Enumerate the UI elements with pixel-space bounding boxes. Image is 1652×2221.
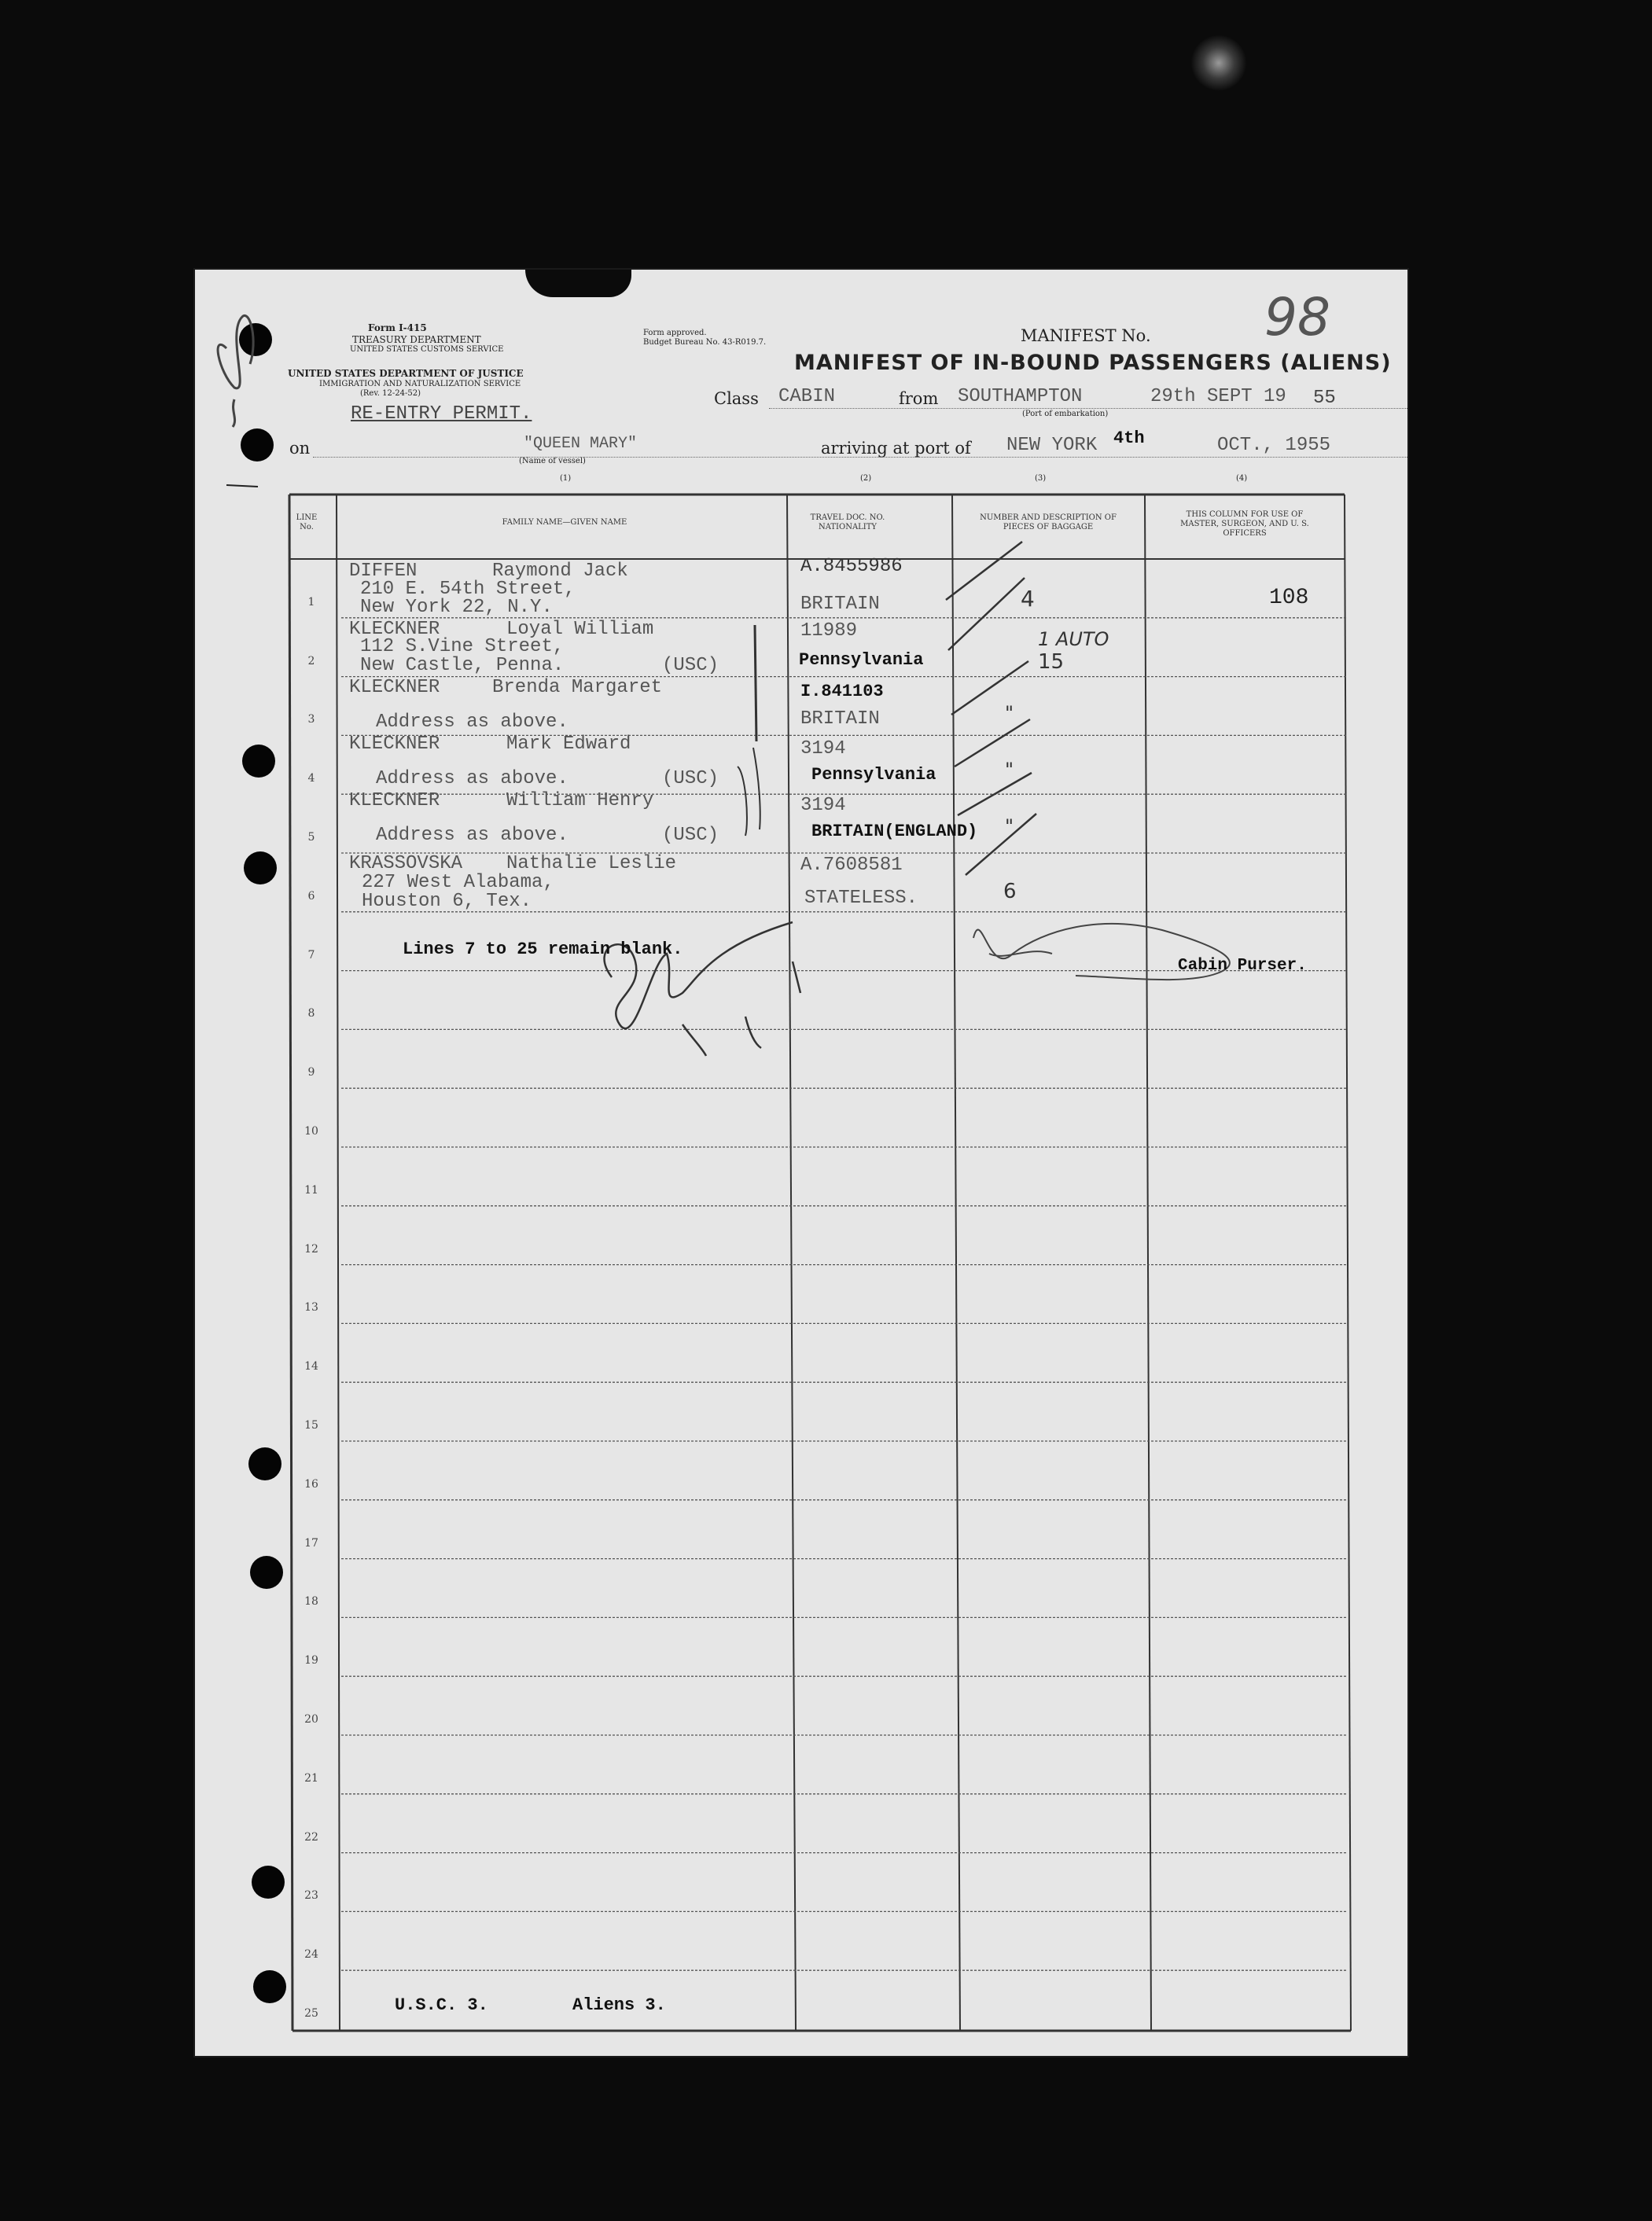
on-label: on [289, 439, 311, 458]
manifest-title: MANIFEST OF IN-BOUND PASSENGERS (ALIENS) [794, 351, 1392, 375]
line-number-18: 18 [304, 1595, 318, 1609]
summary-aliens: Aliens 3. [572, 1995, 666, 2015]
entry-2-usc: (USC) [662, 655, 719, 676]
entry-6-doc: A.7608581 [800, 855, 903, 876]
entry-1-baggage: 4 [1021, 586, 1035, 612]
entry-2-addr2: New Castle, Penna. [360, 655, 565, 676]
line-number-5: 5 [307, 831, 315, 844]
treasury-dept: TREASURY DEPARTMENT [352, 334, 481, 345]
from-label: from [899, 389, 939, 408]
entry-4-given: Mark Edward [506, 734, 631, 755]
col-number-4: (4) [1236, 474, 1248, 483]
entry-4-baggage: " [1005, 759, 1014, 781]
light-glare [1191, 35, 1246, 90]
entry-5-usc: (USC) [662, 825, 719, 846]
line-number-19: 19 [304, 1654, 318, 1668]
vessel-note: (Name of vessel) [519, 457, 586, 465]
ins-service: IMMIGRATION AND NATURALIZATION SERVICE [319, 380, 521, 388]
entry-5-doc: 3194 [800, 795, 846, 816]
entry-5-family: KLECKNER [349, 790, 440, 811]
line-number-3: 3 [307, 713, 315, 726]
entry-1-officer: 108 [1269, 586, 1309, 610]
line-number-9: 9 [307, 1066, 315, 1079]
line-number-24: 24 [304, 1948, 318, 1962]
line-number-11: 11 [304, 1183, 318, 1197]
entry-3-addr: Address as above. [376, 712, 568, 733]
line-number-21: 21 [304, 1771, 318, 1785]
header-officers: THIS COLUMN FOR USE OF MASTER, SURGEON, AND U. S. OFFICERS [1180, 510, 1309, 538]
entry-3-baggage: " [1005, 702, 1014, 724]
entry-2-addr1: 112 S.Vine Street, [360, 636, 565, 657]
line-number-20: 20 [304, 1713, 318, 1726]
line-number-14: 14 [304, 1360, 318, 1373]
line-number-8: 8 [307, 1007, 315, 1020]
arrival-day: 4th [1113, 428, 1145, 448]
entry-2-doc: 11989 [800, 620, 858, 642]
customs-service: UNITED STATES CUSTOMS SERVICE [350, 345, 504, 354]
col-number-2: (2) [860, 474, 872, 483]
entry-2-nat: Pennsylvania [799, 650, 924, 670]
departure-date: 29th SEPT 19 [1150, 386, 1286, 407]
entry-5-addr: Address as above. [376, 825, 568, 846]
entry-3-doc: I.841103 [800, 682, 884, 701]
entry-4-family: KLECKNER [349, 734, 440, 755]
line-number-25: 25 [304, 2007, 318, 2020]
entry-1-addr2: New York 22, N.Y. [360, 597, 553, 618]
line-number-1: 1 [307, 595, 315, 609]
line-number-12: 12 [304, 1242, 318, 1256]
header-line-no: LINE No. [296, 513, 318, 531]
manifest-number-label: MANIFEST No. [1021, 326, 1151, 345]
entry-3-nat: BRITAIN [800, 708, 880, 730]
manifest-page [195, 270, 1407, 2056]
reentry-permit: RE-ENTRY PERMIT. [351, 403, 532, 425]
line-number-17: 17 [304, 1536, 318, 1550]
entry-6-addr2: Houston 6, Tex. [362, 891, 532, 912]
entry-2-bag-note: 1 AUTO [1038, 628, 1109, 650]
entry-6-addr1: 227 West Alabama, [362, 872, 554, 893]
form-number: Form I-415 [368, 322, 427, 333]
entry-5-baggage: " [1005, 815, 1014, 837]
manifest-table-grid [195, 270, 1407, 2056]
line-number-22: 22 [304, 1830, 318, 1844]
entry-5-nat: BRITAIN(ENGLAND) [811, 822, 978, 841]
form-revision: (Rev. 12-24-52) [360, 389, 421, 398]
entry-6-baggage: 6 [1003, 880, 1017, 903]
arriving-label: arriving at port of [821, 439, 971, 458]
class-label: Class [714, 389, 759, 408]
entry-3-family: KLECKNER [349, 677, 440, 698]
entry-6-family: KRASSOVSKA [349, 853, 463, 874]
entry-2-baggage: 15 [1038, 650, 1065, 674]
entry-1-family: DIFFEN [349, 561, 418, 582]
col-number-1: (1) [560, 474, 572, 483]
line-number-2: 2 [307, 654, 315, 667]
line-number-16: 16 [304, 1477, 318, 1491]
summary-usc: U.S.C. 3. [395, 1995, 488, 2015]
entry-3-given: Brenda Margaret [492, 677, 663, 698]
line-number-15: 15 [304, 1419, 318, 1432]
port-embarkation-note: (Port of embarkation) [1022, 410, 1109, 418]
entry-6-nat: STATELESS. [804, 888, 918, 909]
entry-4-doc: 3194 [800, 738, 846, 759]
entry-6-given: Nathalie Leslie [506, 853, 677, 874]
entry-2-given: Loyal William [506, 619, 654, 640]
header-name: FAMILY NAME—GIVEN NAME [502, 518, 627, 527]
line-number-10: 10 [304, 1125, 318, 1138]
entry-4-usc: (USC) [662, 768, 719, 789]
cabin-purser: Cabin Purser. [1178, 957, 1307, 975]
entry-1-given: Raymond Jack [492, 561, 628, 582]
manifest-number-handwritten: 98 [1264, 287, 1330, 347]
entry-1-addr1: 210 E. 54th Street, [360, 579, 576, 600]
col-number-3: (3) [1035, 474, 1047, 483]
form-approved: Form approved. [643, 329, 707, 337]
arrival-port: NEW YORK [1006, 435, 1098, 456]
class-value: CABIN [778, 386, 836, 407]
justice-dept: UNITED STATES DEPARTMENT OF JUSTICE [288, 368, 524, 379]
vessel-name: "QUEEN MARY" [524, 435, 638, 453]
header-baggage: NUMBER AND DESCRIPTION OF PIECES OF BAGGAGE [980, 513, 1117, 531]
entry-2-family: KLECKNER [349, 619, 440, 640]
budget-bureau: Budget Bureau No. 43-R019.7. [643, 338, 767, 347]
line-number-6: 6 [307, 889, 315, 903]
departure-year: 55 [1313, 388, 1336, 409]
entry-4-addr: Address as above. [376, 768, 568, 789]
header-travel-doc: TRAVEL DOC. NO. NATIONALITY [810, 513, 885, 531]
line-number-13: 13 [304, 1301, 318, 1315]
entry-1-doc: A.8455986 [800, 556, 903, 577]
blank-lines-note: Lines 7 to 25 remain blank. [403, 940, 683, 959]
line-number-7: 7 [307, 948, 315, 962]
from-port: SOUTHAMPTON [958, 386, 1083, 407]
entry-4-nat: Pennsylvania [811, 765, 936, 785]
line-number-23: 23 [304, 1889, 318, 1903]
entry-5-given: William Henry [506, 790, 654, 811]
line-number-4: 4 [307, 772, 315, 785]
arrival-date: OCT., 1955 [1217, 435, 1331, 456]
entry-1-nat: BRITAIN [800, 594, 880, 615]
